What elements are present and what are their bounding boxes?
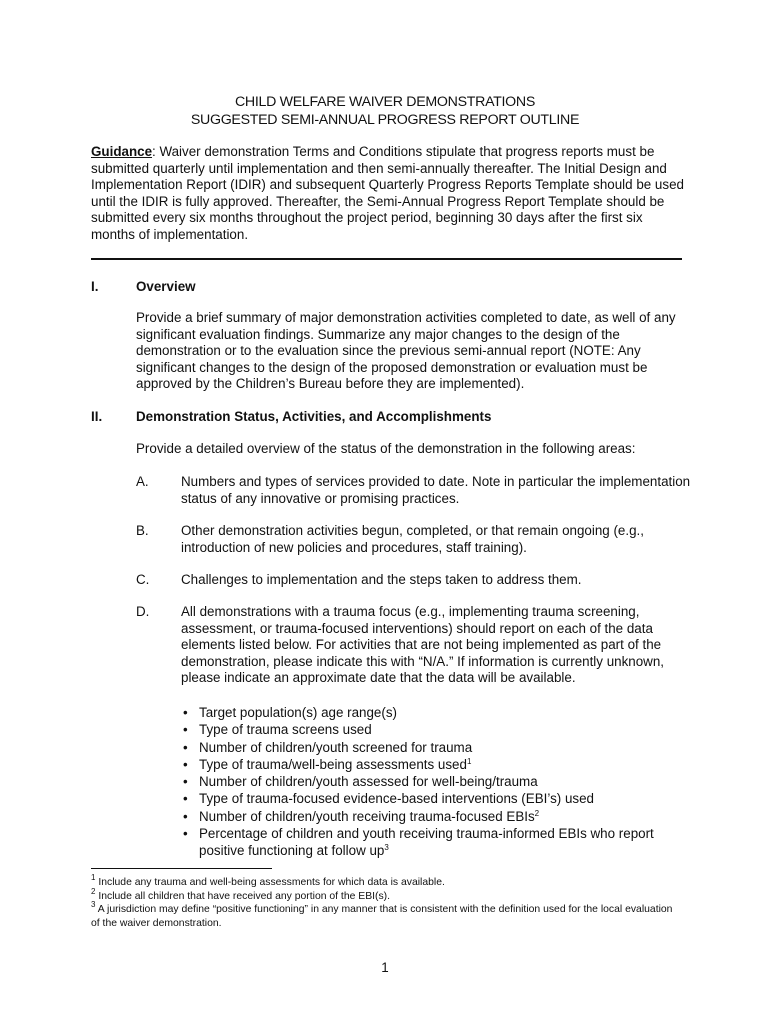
list-item: • Number of children/youth receiving trauma-focused EBIs$^2$ [183, 808, 540, 824]
guidance-text: : Waiver demonstration Terms and Conditions stipulate that progress reports must be submitted quarterly until implementation and then semi-annually thereafter. The Initial Design and Implementation Report (IDIR) and subsequent Quarterly Progress Reports Template should be used until the IDIR is fully approved. Thereafter, the Semi-Annual Progress Report Template should be submitted every six months throughout the project period, beginning 30 days after the first six months of implementation. [91, 144, 684, 242]
section-2-intro: Provide a detailed overview of the status of the demonstration in the following areas: [136, 441, 636, 456]
list-item: • Number of children/youth screened for trauma [183, 739, 473, 755]
footnote-ref: 3 [384, 843, 389, 853]
horizontal-divider [91, 258, 682, 260]
guidance-paragraph [91, 144, 687, 244]
list-item: • Target population(s) age range(s) [183, 705, 397, 720]
trauma-data-elements-list [181, 704, 693, 860]
bullet-icon: • [183, 791, 188, 807]
item-c-letter: C. [136, 572, 150, 587]
footnote-divider [91, 868, 272, 869]
section-1-heading: Overview [136, 279, 196, 294]
list-item: • Percentage of children and youth receiving trauma-informed EBIs who report positive functioning at follow $up^3$ [183, 826, 654, 859]
bullet-icon: • [183, 826, 188, 842]
section-2-heading: Demonstration Status, Activities, and Accomplishments [136, 409, 492, 424]
footnote-ref: 2 [534, 808, 540, 818]
list-item: • Type of trauma-focused evidence-based interventions (EBI’s) used [183, 791, 594, 807]
bullet-icon: • [183, 722, 188, 738]
bullet-icon: • [183, 739, 188, 755]
list-item: • Type of trauma screens used [183, 722, 372, 738]
footnotes [91, 873, 681, 930]
bullet-icon: • [183, 774, 188, 790]
document-title-line2: SUGGESTED SEMI-ANNUAL PROGRESS REPORT OUTLINE [190, 112, 580, 128]
footnote-3: $^3$ A jurisdiction may define “positive functioning” in any manner that is consistent with the definition used for the local evaluation of the waiver demonstration. [91, 900, 673, 929]
item-d-text: All demonstrations with a trauma focus (e.g., implementing trauma screening, assessment, or trauma-focused interventions) should report on each of the data elements listed below. For activities that are not being implemented as part of the demonstration, please indicate this with “N/A.” If information is currently unknown, please indicate an approximate date that the data will be available. [181, 604, 665, 686]
item-d-letter: D. [136, 604, 150, 619]
document-title-line1: CHILD WELFARE WAIVER DEMONSTRATIONS [234, 94, 536, 110]
item-b-letter: B. [136, 523, 149, 538]
item-c-text: Challenges to implementation and the steps taken to address them. [181, 572, 582, 587]
bullet-icon: • [183, 705, 188, 720]
section-2-numeral: II. [91, 409, 103, 424]
footnote-2: $^2$ Include all children that have received any portion of the EBI(s). [91, 886, 391, 902]
list-item: • Type of trauma/well-being assessments used$^1$ [183, 756, 472, 772]
item-b-text: Other demonstration activities begun, completed, or that remain ongoing (e.g., introduction of new policies and procedures, staff training). [181, 523, 644, 555]
section-1-body: Provide a brief summary of major demonstration activities completed to date, as well of any significant evaluation findings. Summarize any major changes to the design of the demonstration or to the evaluation since the previous semi-annual report (NOTE: Any significant changes to the design of the proposed demonstration or evaluation must be approved by the Children’s Bureau before they are implemented). [136, 310, 676, 392]
footnote-ref: 1 [466, 756, 472, 766]
section-1-numeral: I. [91, 279, 99, 294]
item-a-letter: A. [136, 474, 149, 489]
footnote-1: $^1$ Include any trauma and well-being assessments for which data is available. [91, 873, 445, 888]
bullet-icon: • [183, 756, 188, 772]
guidance-label: Guidance [91, 144, 153, 159]
bullet-icon: • [183, 808, 188, 824]
item-a-text: Numbers and types of services provided to date. Note in particular the implementation status of any innovative or promising practices. [181, 474, 691, 506]
list-item: • Number of children/youth assessed for well-being/trauma [183, 774, 538, 790]
page-number: 1 [381, 960, 389, 975]
